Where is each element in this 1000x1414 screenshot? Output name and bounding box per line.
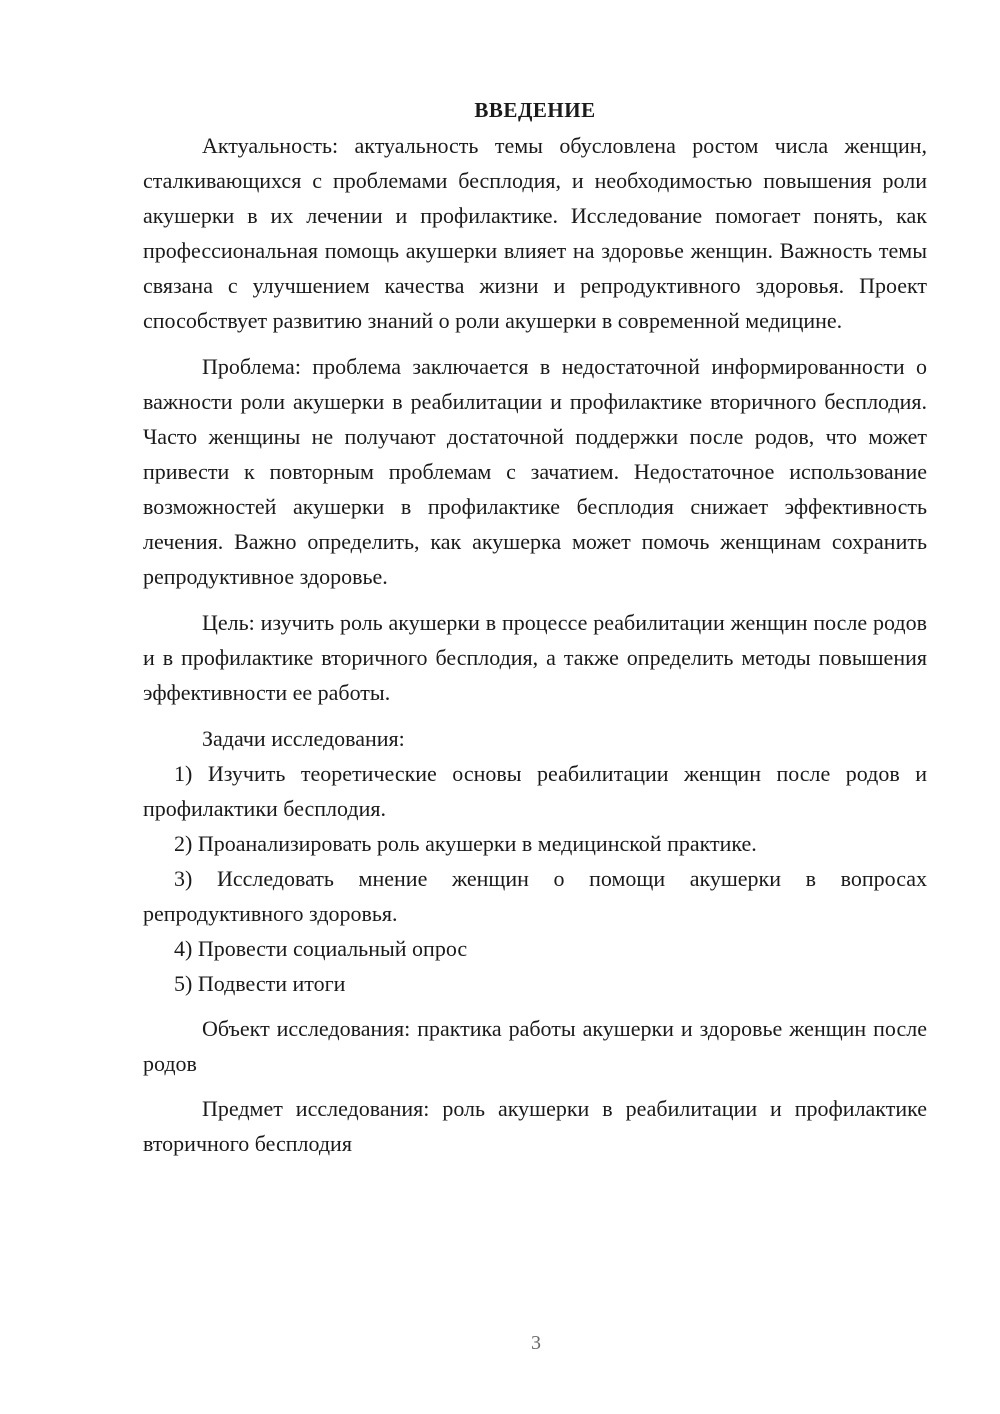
- paragraph-problem: Проблема: проблема заключается в недостаточной информированности о важности роли акушерки в реабилитации и профилактике вторичного бесплодия. Часто женщины не получают достаточной поддержки после родов, что может привести к повторным проблемам с зачатием. Недостаточное использование возможностей акушерки в профилактике бесплодия снижает эффективность лечения. Важно определить, как акушерка может помочь женщинам сохранить репродуктивное здоровье.: [143, 354, 927, 589]
- page-number: 3: [531, 1332, 541, 1354]
- task-item-4: 4) Провести социальный опрос: [174, 936, 468, 961]
- page-content: [143, 93, 927, 1161]
- tasks-heading: Задачи исследования:: [202, 726, 405, 751]
- task-item-3: 3) Исследовать мнение женщин о помощи акушерки в вопросах репродуктивного здоровья.: [143, 866, 927, 926]
- task-item-1: 1) Изучить теоретические основы реабилитации женщин после родов и профилактики бесплодия.: [143, 761, 927, 821]
- paragraph-goal: Цель: изучить роль акушерки в процессе реабилитации женщин после родов и в профилактике вторичного бесплодия, а также определить методы повышения эффективности ее работы.: [143, 610, 927, 705]
- task-item-2: 2) Проанализировать роль акушерки в медицинской практике.: [174, 831, 757, 856]
- paragraph-object: Объект исследования: практика работы акушерки и здоровье женщин после родов: [143, 1016, 927, 1076]
- section-title: ВВЕДЕНИЕ: [474, 98, 596, 122]
- task-item-5: 5) Подвести итоги: [174, 971, 346, 996]
- paragraph-subject: Предмет исследования: роль акушерки в реабилитации и профилактике вторичного бесплодия: [143, 1096, 927, 1156]
- paragraph-relevance: Актуальность: актуальность темы обусловлена ростом числа женщин, сталкивающихся с проблемами бесплодия, и необходимостью повышения роли акушерки в их лечении и профилактике. Исследование помогает понять, как профессиональная помощь акушерки влияет на здоровье женщин. Важность темы связана с улучшением качества жизни и репродуктивного здоровья. Проект способствует развитию знаний о роли акушерки в современной медицине.: [143, 133, 927, 333]
